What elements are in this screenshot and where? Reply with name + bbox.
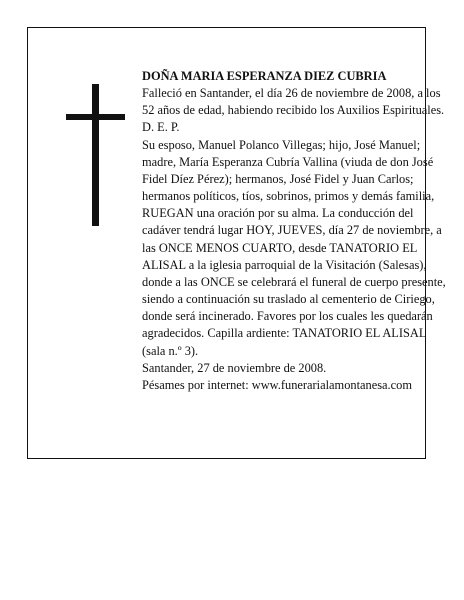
funeral-details: RUEGAN una oración por su alma. La conducción del cadáver tendrá lugar HOY, JUEVES, día 27 de noviembre, a las ONCE MENOS CUARTO, desde TANATORIO EL ALISAL a la iglesia parroquial de la Visitación (Salesas), donde a las ONCE se celebrará el funeral de cuerpo presente, siendo a continuación su traslado al cementerio de Ciriego, donde será incinerado. Favores por los cuales les quedarán agradecidos. Capilla ardiente: TANATORIO EL ALISAL (sala n.º 3). [142,206,446,358]
cross-vertical-bar [92,84,99,226]
obituary-notice [27,27,446,459]
rip-line: D. E. P. [142,120,180,135]
condolences-line: Pésames por internet: www.funerarialamontanesa.com [142,377,412,392]
cross-horizontal-bar [66,114,125,120]
death-announcement: Falleció en Santander, el día 26 de noviembre de 2008, a los 52 años de edad, habiendo recibido los Auxilios Espirituales. [142,86,445,118]
deceased-name: DOÑA MARIA ESPERANZA DIEZ CUBRIA [142,69,387,83]
notice-text [142,68,446,394]
family-list: Su esposo, Manuel Polanco Villegas; hijo, José Manuel; madre, María Esperanza Cubría Vallina (viuda de don José Fidel Díez Pérez); hermanos, José Fidel y Juan Carlos; hermanos políticos, tíos, sobrinos, primos y demás familia, [142,137,435,204]
place-date: Santander, 27 de noviembre de 2008. [142,360,327,375]
